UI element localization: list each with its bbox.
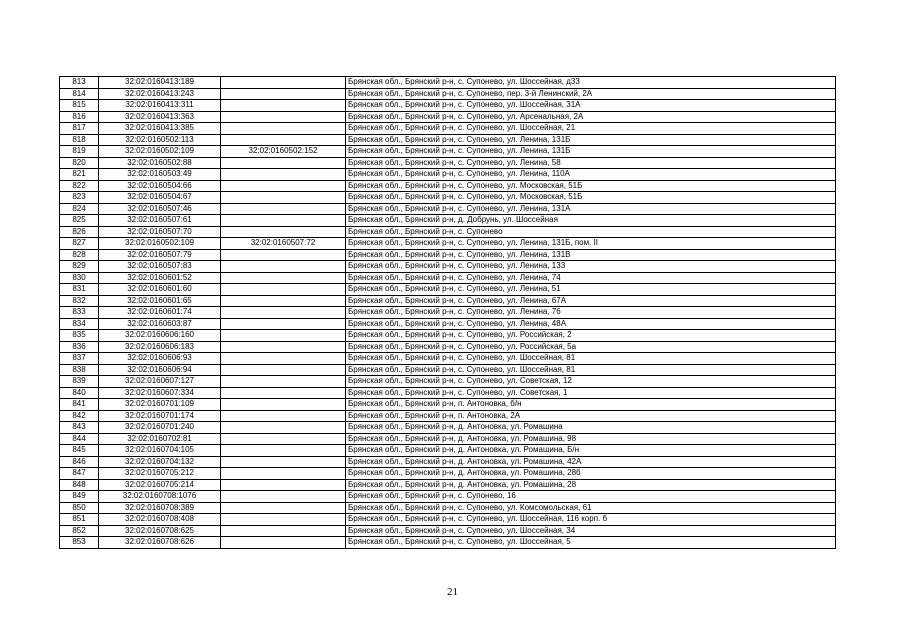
parent-cadastral-number-cell [221,192,346,204]
row-number-cell: 852 [60,525,99,537]
parent-cadastral-number-cell [221,433,346,445]
row-number-cell: 834 [60,318,99,330]
address-cell: Брянская обл., Брянский р-н, с. Супонево, ул. Ленина, 131В [346,249,836,261]
parent-cadastral-number-cell [221,157,346,169]
cadastral-number-cell: 32:02:0160502:88 [99,157,221,169]
parent-cadastral-number-cell [221,341,346,353]
parent-cadastral-number-cell [221,295,346,307]
parent-cadastral-number-cell [221,169,346,181]
row-number-cell: 831 [60,284,99,296]
cadastral-number-cell: 32:02:0160701:109 [99,399,221,411]
address-cell: Брянская обл., Брянский р-н, д. Антоновка, ул. Ромашина, 28б [346,468,836,480]
address-cell: Брянская обл., Брянский р-н, с. Супонево, ул. Ленина, 76 [346,307,836,319]
parent-cadastral-number-cell [221,88,346,100]
parent-cadastral-number-cell [221,226,346,238]
table-row [60,134,836,146]
parent-cadastral-number-cell: 32:02:0160502:152 [221,146,346,158]
row-number-cell: 836 [60,341,99,353]
address-cell: Брянская обл., Брянский р-н, с. Супонево, ул. Ленина, 131А [346,203,836,215]
cadastral-number-cell: 32:02:0160701:240 [99,422,221,434]
row-number-cell: 817 [60,123,99,135]
table-row [60,295,836,307]
parent-cadastral-number-cell [221,261,346,273]
cadastral-number-cell: 32:02:0160704:132 [99,456,221,468]
address-cell: Брянская обл., Брянский р-н, с. Супонево, ул. Советская, 12 [346,376,836,388]
cadastral-number-cell: 32:02:0160507:83 [99,261,221,273]
address-cell: Брянская обл., Брянский р-н, с. Супонево, ул. Арсенальная, 2А [346,111,836,123]
cadastral-number-cell: 32:02:0160606:160 [99,330,221,342]
parent-cadastral-number-cell [221,364,346,376]
row-number-cell: 833 [60,307,99,319]
parent-cadastral-number-cell [221,77,346,89]
row-number-cell: 850 [60,502,99,514]
table-row [60,491,836,503]
parent-cadastral-number-cell [221,272,346,284]
address-cell: Брянская обл., Брянский р-н, с. Супонево, ул. Ленина, 67А [346,295,836,307]
cadastral-number-cell: 32:02:0160708:626 [99,537,221,549]
table-row [60,353,836,365]
table-row [60,284,836,296]
parent-cadastral-number-cell [221,318,346,330]
table-row [60,169,836,181]
cadastral-number-cell: 32:02:0160413:363 [99,111,221,123]
row-number-cell: 826 [60,226,99,238]
address-cell: Брянская обл., Брянский р-н, с. Супонево, ул. Шоссейная, 5 [346,537,836,549]
parent-cadastral-number-cell [221,468,346,480]
parent-cadastral-number-cell [221,111,346,123]
cadastral-number-cell: 32:02:0160705:212 [99,468,221,480]
cadastral-number-cell: 32:02:0160507:46 [99,203,221,215]
cadastral-number-cell: 32:02:0160601:52 [99,272,221,284]
parent-cadastral-number-cell [221,479,346,491]
table-row [60,111,836,123]
cadastral-number-cell: 32:02:0160601:60 [99,284,221,296]
table-row [60,399,836,411]
row-number-cell: 821 [60,169,99,181]
cadastral-number-cell: 32:02:0160701:174 [99,410,221,422]
cadastral-number-cell: 32:02:0160607:334 [99,387,221,399]
address-cell: Брянская обл., Брянский р-н, с. Супонево, ул. Российская, 5а [346,341,836,353]
address-cell: Брянская обл., Брянский р-н, с. Супонево, ул. Московская, 51Б [346,192,836,204]
cadastral-number-cell: 32:02:0160502:109 [99,238,221,250]
address-cell: Брянская обл., Брянский р-н, с. Супонево, ул. Шоссейная, д33 [346,77,836,89]
parent-cadastral-number-cell [221,249,346,261]
table-row [60,226,836,238]
cadastral-number-cell: 32:02:0160413:243 [99,88,221,100]
cadastral-number-cell: 32:02:0160606:93 [99,353,221,365]
table-row [60,376,836,388]
table-row [60,215,836,227]
row-number-cell: 848 [60,479,99,491]
address-cell: Брянская обл., Брянский р-н, с. Супонево, ул. Шоссейная, 81 [346,364,836,376]
row-number-cell: 842 [60,410,99,422]
parent-cadastral-number-cell [221,525,346,537]
table-row [60,468,836,480]
table-row [60,146,836,158]
row-number-cell: 813 [60,77,99,89]
address-cell: Брянская обл., Брянский р-н, с. Супонево, 16 [346,491,836,503]
cadastral-number-cell: 32:02:0160504:66 [99,180,221,192]
table-row [60,387,836,399]
table-row [60,514,836,526]
row-number-cell: 823 [60,192,99,204]
row-number-cell: 835 [60,330,99,342]
table-row [60,433,836,445]
cadastral-number-cell: 32:02:0160702:81 [99,433,221,445]
row-number-cell: 832 [60,295,99,307]
table-row [60,272,836,284]
row-number-cell: 829 [60,261,99,273]
row-number-cell: 815 [60,100,99,112]
cadastral-number-cell: 32:02:0160502:113 [99,134,221,146]
parent-cadastral-number-cell [221,537,346,549]
address-cell: Брянская обл., Брянский р-н, с. Супонево, ул. Ленина, 51 [346,284,836,296]
parent-cadastral-number-cell [221,445,346,457]
row-number-cell: 851 [60,514,99,526]
parent-cadastral-number-cell [221,456,346,468]
cadastral-number-cell: 32:02:0160413:385 [99,123,221,135]
row-number-cell: 844 [60,433,99,445]
address-cell: Брянская обл., Брянский р-н, с. Супонево, ул. Ленина, 133 [346,261,836,273]
table-row [60,123,836,135]
row-number-cell: 814 [60,88,99,100]
row-number-cell: 849 [60,491,99,503]
table-row [60,341,836,353]
row-number-cell: 841 [60,399,99,411]
cadastral-number-cell: 32:02:0160606:94 [99,364,221,376]
cadastral-number-cell: 32:02:0160708:389 [99,502,221,514]
address-cell: Брянская обл., Брянский р-н, с. Супонево, ул. Ленина, 131Б [346,146,836,158]
parent-cadastral-number-cell [221,491,346,503]
address-cell: Брянская обл., Брянский р-н, с. Супонево, ул. Ленина, 74 [346,272,836,284]
table-row [60,180,836,192]
parent-cadastral-number-cell [221,502,346,514]
cadastral-number-cell: 32:02:0160708:1076 [99,491,221,503]
table-row [60,157,836,169]
table-row [60,249,836,261]
address-cell: Брянская обл., Брянский р-н, с. Супонево, ул. Шоссейная, 21 [346,123,836,135]
cadastral-number-cell: 32:02:0160705:214 [99,479,221,491]
address-cell: Брянская обл., Брянский р-н, д. Антоновка, ул. Ромашина, 28 [346,479,836,491]
parent-cadastral-number-cell [221,422,346,434]
row-number-cell: 837 [60,353,99,365]
address-cell: Брянская обл., Брянский р-н, д. Антоновка, ул. Ромашина, 98 [346,433,836,445]
row-number-cell: 819 [60,146,99,158]
parent-cadastral-number-cell [221,203,346,215]
table-row [60,502,836,514]
row-number-cell: 825 [60,215,99,227]
table-row [60,422,836,434]
row-number-cell: 840 [60,387,99,399]
cadastral-number-cell: 32:02:0160708:625 [99,525,221,537]
cadastral-number-cell: 32:02:0160704:105 [99,445,221,457]
table-row [60,238,836,250]
table-row [60,525,836,537]
page-number: 21 [447,586,458,598]
parent-cadastral-number-cell [221,307,346,319]
address-cell: Брянская обл., Брянский р-н, д. Антоновка, ул. Ромашина, 42А [346,456,836,468]
address-cell: Брянская обл., Брянский р-н, с. Супонево, ул. Комсомольская, 61 [346,502,836,514]
row-number-cell: 843 [60,422,99,434]
cadastral-number-cell: 32:02:0160507:79 [99,249,221,261]
cadastral-number-cell: 32:02:0160603:87 [99,318,221,330]
row-number-cell: 827 [60,238,99,250]
address-cell: Брянская обл., Брянский р-н, п. Антоновка, б/н [346,399,836,411]
row-number-cell: 828 [60,249,99,261]
row-number-cell: 853 [60,537,99,549]
table-row [60,537,836,549]
table-row [60,410,836,422]
table-row [60,261,836,273]
parent-cadastral-number-cell [221,100,346,112]
cadastral-number-cell: 32:02:0160507:70 [99,226,221,238]
row-number-cell: 845 [60,445,99,457]
address-cell: Брянская обл., Брянский р-н, д. Антоновка, ул. Ромашина [346,422,836,434]
parent-cadastral-number-cell [221,353,346,365]
cadastral-number-cell: 32:02:0160607:127 [99,376,221,388]
address-cell: Брянская обл., Брянский р-н, с. Супонево, ул. Шоссейная, 31А [346,100,836,112]
row-number-cell: 847 [60,468,99,480]
row-number-cell: 818 [60,134,99,146]
row-number-cell: 839 [60,376,99,388]
cadastral-number-cell: 32:02:0160606:183 [99,341,221,353]
table-row [60,192,836,204]
table-row [60,364,836,376]
cadastral-number-cell: 32:02:0160507:61 [99,215,221,227]
address-cell: Брянская обл., Брянский р-н, с. Супонево, пер. 3-й Ленинский, 2А [346,88,836,100]
parent-cadastral-number-cell [221,410,346,422]
address-cell: Брянская обл., Брянский р-н, с. Супонево, ул. Ленина, 48А [346,318,836,330]
row-number-cell: 838 [60,364,99,376]
cadastral-number-cell: 32:02:0160601:74 [99,307,221,319]
table-row [60,100,836,112]
address-cell: Брянская обл., Брянский р-н, с. Супонево, ул. Ленина, 131Б, пом. II [346,238,836,250]
address-cell: Брянская обл., Брянский р-н, с. Супонево, ул. Ленина, 58 [346,157,836,169]
address-cell: Брянская обл., Брянский р-н, с. Супонево, ул. Советская, 1 [346,387,836,399]
row-number-cell: 824 [60,203,99,215]
cadastral-table [59,76,836,549]
parent-cadastral-number-cell [221,399,346,411]
table-row [60,77,836,89]
parent-cadastral-number-cell [221,123,346,135]
address-cell: Брянская обл., Брянский р-н, с. Супонево, ул. Российская, 2 [346,330,836,342]
address-cell: Брянская обл., Брянский р-н, с. Супонево, ул. Шоссейная, 81 [346,353,836,365]
address-cell: Брянская обл., Брянский р-н, с. Супонево, ул. Шоссейная, 34 [346,525,836,537]
cadastral-number-cell: 32:02:0160413:311 [99,100,221,112]
address-cell: Брянская обл., Брянский р-н, с. Супонево, ул. Шоссейная, 116 корп. б [346,514,836,526]
cadastral-number-cell: 32:02:0160413:189 [99,77,221,89]
parent-cadastral-number-cell [221,215,346,227]
parent-cadastral-number-cell [221,284,346,296]
table-row [60,203,836,215]
address-cell: Брянская обл., Брянский р-н, д. Антоновка, ул. Ромашина, Б/н [346,445,836,457]
table-row [60,88,836,100]
row-number-cell: 846 [60,456,99,468]
table-row [60,307,836,319]
table-row [60,456,836,468]
table-row [60,479,836,491]
table-row [60,318,836,330]
cadastral-number-cell: 32:02:0160502:109 [99,146,221,158]
parent-cadastral-number-cell [221,376,346,388]
row-number-cell: 822 [60,180,99,192]
cadastral-number-cell: 32:02:0160601:65 [99,295,221,307]
row-number-cell: 820 [60,157,99,169]
address-cell: Брянская обл., Брянский р-н, с. Супонево, ул. Ленина, 131Б [346,134,836,146]
parent-cadastral-number-cell [221,514,346,526]
cadastral-number-cell: 32:02:0160503:49 [99,169,221,181]
address-cell: Брянская обл., Брянский р-н, с. Супонево [346,226,836,238]
cadastral-number-cell: 32:02:0160504:67 [99,192,221,204]
parent-cadastral-number-cell [221,134,346,146]
parent-cadastral-number-cell [221,330,346,342]
table-row [60,445,836,457]
address-cell: Брянская обл., Брянский р-н, д. Добрунь, ул. Шоссейная [346,215,836,227]
parent-cadastral-number-cell: 32:02:0160507:72 [221,238,346,250]
address-cell: Брянская обл., Брянский р-н, с. Супонево, ул. Ленина, 110А [346,169,836,181]
row-number-cell: 816 [60,111,99,123]
cadastral-number-cell: 32:02:0160708:408 [99,514,221,526]
parent-cadastral-number-cell [221,180,346,192]
address-cell: Брянская обл., Брянский р-н, п. Антоновка, 2А [346,410,836,422]
table-body [60,77,836,549]
table-row [60,330,836,342]
address-cell: Брянская обл., Брянский р-н, с. Супонево, ул. Московская, 51Б [346,180,836,192]
parent-cadastral-number-cell [221,387,346,399]
row-number-cell: 830 [60,272,99,284]
